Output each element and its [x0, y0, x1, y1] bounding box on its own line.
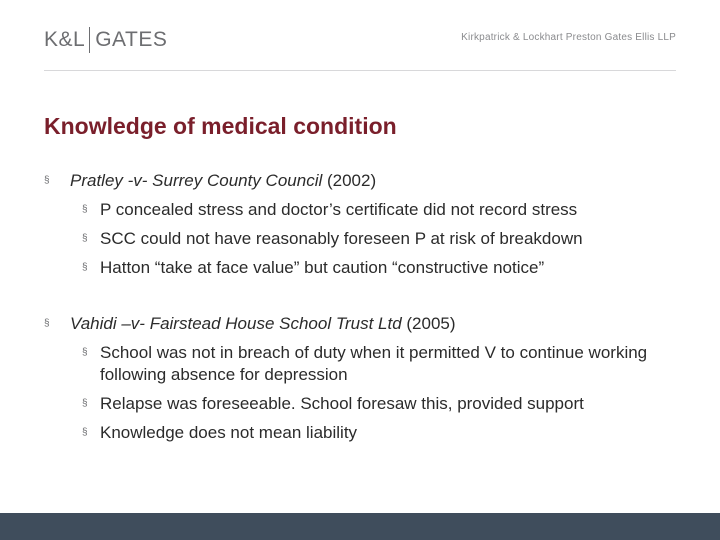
slide-title: Knowledge of medical condition — [44, 113, 397, 139]
case-point — [70, 338, 684, 389]
case-point-text: Knowledge does not mean liability — [100, 423, 358, 442]
case-point-text: Hatton “take at face value” but caution “constructive notice” — [100, 258, 545, 277]
logo-kl-text: K&L — [44, 28, 86, 51]
bullet-icon: § — [82, 204, 88, 215]
case-points — [70, 338, 684, 447]
footer-bar — [0, 513, 720, 540]
bullet-icon: § — [44, 175, 50, 186]
case-point-text: P concealed stress and doctor’s certificate did not record stress — [100, 200, 578, 219]
case-point-text: Relapse was foreseeable. School foresaw this, provided support — [100, 394, 584, 413]
bullet-icon: § — [82, 233, 88, 244]
case-point — [70, 224, 684, 253]
case-vahidi — [44, 309, 684, 447]
case-name: Pratley -v- Surrey County Council — [70, 171, 323, 190]
logo-gates-text: GATES — [95, 28, 168, 51]
case-point-text: School was not in breach of duty when it permitted V to continue working following absence for depression — [100, 342, 648, 384]
bullet-icon: § — [82, 398, 88, 409]
case-heading — [70, 309, 684, 338]
bullet-icon: § — [44, 318, 50, 329]
case-name: Vahidi –v- Fairstead House School Trust Ltd — [70, 314, 402, 333]
case-year: (2002) — [322, 171, 377, 190]
firm-full-name: Kirkpatrick & Lockhart Preston Gates Ellis LLP — [461, 32, 676, 43]
case-pratley — [44, 166, 684, 282]
bullet-icon: § — [82, 347, 88, 358]
case-point — [70, 389, 684, 418]
logo-divider — [89, 27, 90, 53]
case-year: (2005) — [401, 314, 456, 333]
case-point — [70, 195, 684, 224]
case-heading — [70, 166, 684, 195]
header-divider — [44, 70, 676, 71]
bullet-icon: § — [82, 262, 88, 273]
case-points — [70, 195, 684, 282]
case-point — [70, 253, 684, 282]
kl-gates-logo — [44, 26, 167, 54]
bullet-icon: § — [82, 427, 88, 438]
case-point — [70, 418, 684, 447]
case-point-text: SCC could not have reasonably foreseen P at risk of breakdown — [100, 229, 583, 248]
slide-content — [44, 166, 684, 447]
